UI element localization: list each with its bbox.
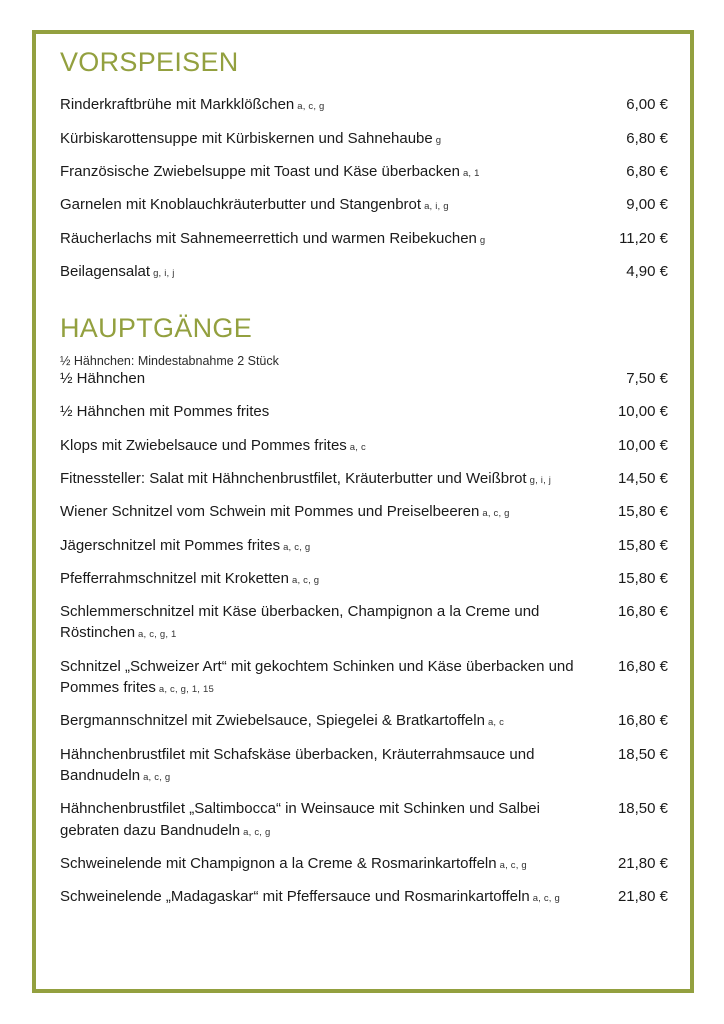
section-title: VORSPEISEN [60, 47, 239, 77]
menu-item-name: Rinderkraftbrühe mit Markklößchen [60, 96, 295, 114]
menu-item-price: 10,00 € [617, 403, 668, 421]
menu-item [60, 738, 668, 793]
menu-item-price: 6,80 € [626, 129, 668, 147]
menu-item-price: 16,80 € [617, 657, 668, 675]
menu-item [60, 395, 668, 428]
menu-item-name-wrap [60, 128, 594, 149]
menu-item-name-wrap [60, 228, 594, 249]
menu-item-price: 18,50 € [617, 800, 668, 818]
menu-item-price: 6,00 € [626, 96, 668, 114]
allergen-codes: a, c, g [499, 859, 527, 871]
menu-item-price: 21,80 € [617, 888, 668, 906]
allergen-codes: a, c, g [291, 574, 320, 586]
menu-item-name: Hähnchenbrustfilet mit Schafskäse überbacken, Kräuterrahmsauce und Bandnudeln [60, 745, 535, 784]
section-title: HAUPTGÄNGE [60, 313, 253, 344]
menu-item-name: Schweinelende „Madagaskar“ mit Pfeffersauce und Rosmarinkartoffeln [60, 888, 530, 906]
allergen-codes: a, c, g, 1 [138, 629, 177, 641]
menu-item-name: Fitnessteller: Salat mit Hähnchenbrustfilet, Kräuterbutter und Weißbrot [60, 469, 527, 487]
menu-item-name-wrap [60, 194, 594, 215]
menu-item-price: 16,80 € [617, 712, 668, 730]
menu-item-name-wrap [60, 798, 594, 841]
allergen-codes: a, c, g [532, 893, 560, 905]
menu-item [60, 155, 668, 188]
menu-item [60, 429, 668, 462]
menu-item-name: Garnelen mit Knoblauchkräuterbutter und Stangenbrot [60, 196, 422, 214]
menu-item-name-wrap [60, 601, 594, 644]
menu-item-name: ½ Hähnchen mit Pommes frites [60, 403, 270, 421]
menu-item-name-wrap [60, 161, 594, 182]
allergen-codes: a, i, g [424, 201, 449, 213]
menu-item [60, 650, 668, 705]
allergen-codes: g [479, 234, 486, 246]
menu-item-name: Räucherlachs mit Sahnemeerrettich und warmen Reibekuchen [60, 229, 477, 247]
menu-item-name: Hähnchenbrustfilet „Saltimbocca“ in Weinsauce mit Schinken und Salbei gebraten dazu Bandnudeln [60, 800, 540, 839]
menu-content [60, 48, 668, 913]
menu-item-price: 11,20 € [619, 229, 668, 247]
menu-item-name-wrap [60, 261, 594, 282]
menu-item-name: Kürbiskarottensuppe mit Kürbiskernen und Sahnehaube [60, 129, 433, 147]
menu-item [60, 880, 668, 913]
allergen-codes: g, i, j [529, 474, 552, 486]
menu-item-name: Französische Zwiebelsuppe mit Toast und Käse überbacken [60, 162, 460, 180]
menu-item [60, 122, 668, 155]
menu-item [60, 88, 668, 121]
menu-section [60, 48, 668, 288]
menu-item [60, 847, 668, 880]
menu-item-name: Wiener Schnitzel vom Schwein mit Pommes und Preiselbeeren [60, 503, 480, 521]
menu-item [60, 255, 668, 288]
menu-item-name-wrap [60, 710, 594, 731]
menu-item [60, 462, 668, 495]
menu-item [60, 529, 668, 562]
menu-item-name: Pfefferrahmschnitzel mit Kroketten [60, 569, 289, 587]
menu-item-price: 16,80 € [617, 603, 668, 621]
menu-item-name-wrap [60, 656, 594, 699]
menu-item-price: 15,80 € [617, 503, 668, 521]
menu-item-name-wrap [60, 94, 594, 115]
menu-item-name: Schnitzel „Schweizer Art“ mit gekochtem Schinken und Käse überbacken und Pommes frites [60, 657, 574, 697]
menu-item-price: 7,50 € [626, 370, 668, 388]
menu-item-name: Schlemmerschnitzel mit Käse überbacken, Champignon a la Creme und Röstinchen [60, 603, 540, 642]
menu-item-name-wrap [60, 744, 594, 787]
allergen-codes: a, c, g, 1, 15 [158, 684, 214, 696]
allergen-codes: a, c, g [482, 508, 510, 520]
menu-item [60, 222, 668, 255]
menu-item-price: 15,80 € [617, 569, 668, 587]
menu-item-name-wrap [60, 501, 594, 522]
allergen-codes: g [435, 134, 442, 146]
menu-item [60, 704, 668, 737]
menu-item-name: Jägerschnitzel mit Pommes frites [60, 536, 281, 554]
section-note: ½ Hähnchen: Mindestabnahme 2 Stück [60, 354, 279, 369]
menu-item-price: 18,50 € [617, 745, 668, 763]
menu-item-price: 9,00 € [626, 196, 668, 214]
menu-item-name: Klops mit Zwiebelsauce und Pommes frites [60, 436, 347, 454]
allergen-codes: a, c, g [283, 541, 311, 553]
menu-item [60, 368, 668, 395]
menu-item-price: 14,50 € [617, 469, 668, 487]
allergen-codes: a, c, g [143, 771, 171, 783]
menu-item-name: Beilagensalat [60, 262, 151, 280]
menu-item-name-wrap [60, 568, 594, 589]
menu-item-name-wrap [60, 435, 594, 456]
allergen-codes: a, c [349, 441, 366, 453]
menu-section [60, 314, 668, 913]
menu-item-name-wrap [60, 853, 594, 874]
menu-item-name-wrap [60, 468, 594, 489]
menu-item-price: 4,90 € [626, 262, 668, 280]
allergen-codes: a, c, g [297, 101, 325, 113]
menu-item-name: Schweinelende mit Champignon a la Creme & Rosmarinkartoffeln [60, 854, 497, 872]
menu-item-price: 6,80 € [626, 162, 668, 180]
menu-item-price: 21,80 € [617, 854, 668, 872]
allergen-codes: g, i, j [153, 267, 175, 279]
allergen-codes: a, c, g [243, 826, 271, 838]
allergen-codes: a, 1 [462, 167, 480, 179]
menu-item-name-wrap [60, 368, 594, 389]
menu-item-price: 10,00 € [617, 436, 668, 454]
menu-item-name: Bergmannschnitzel mit Zwiebelsauce, Spiegelei & Bratkartoffeln [60, 712, 485, 730]
menu-item [60, 562, 668, 595]
menu-item [60, 188, 668, 221]
menu-item-name: ½ Hähnchen [60, 370, 146, 388]
menu-item-name-wrap [60, 401, 594, 422]
menu-item-price: 15,80 € [617, 536, 668, 554]
allergen-codes: a, c [487, 717, 505, 729]
menu-item [60, 595, 668, 650]
menu-item [60, 792, 668, 847]
menu-item-name-wrap [60, 535, 594, 556]
menu-item [60, 495, 668, 528]
menu-item-name-wrap [60, 886, 594, 907]
